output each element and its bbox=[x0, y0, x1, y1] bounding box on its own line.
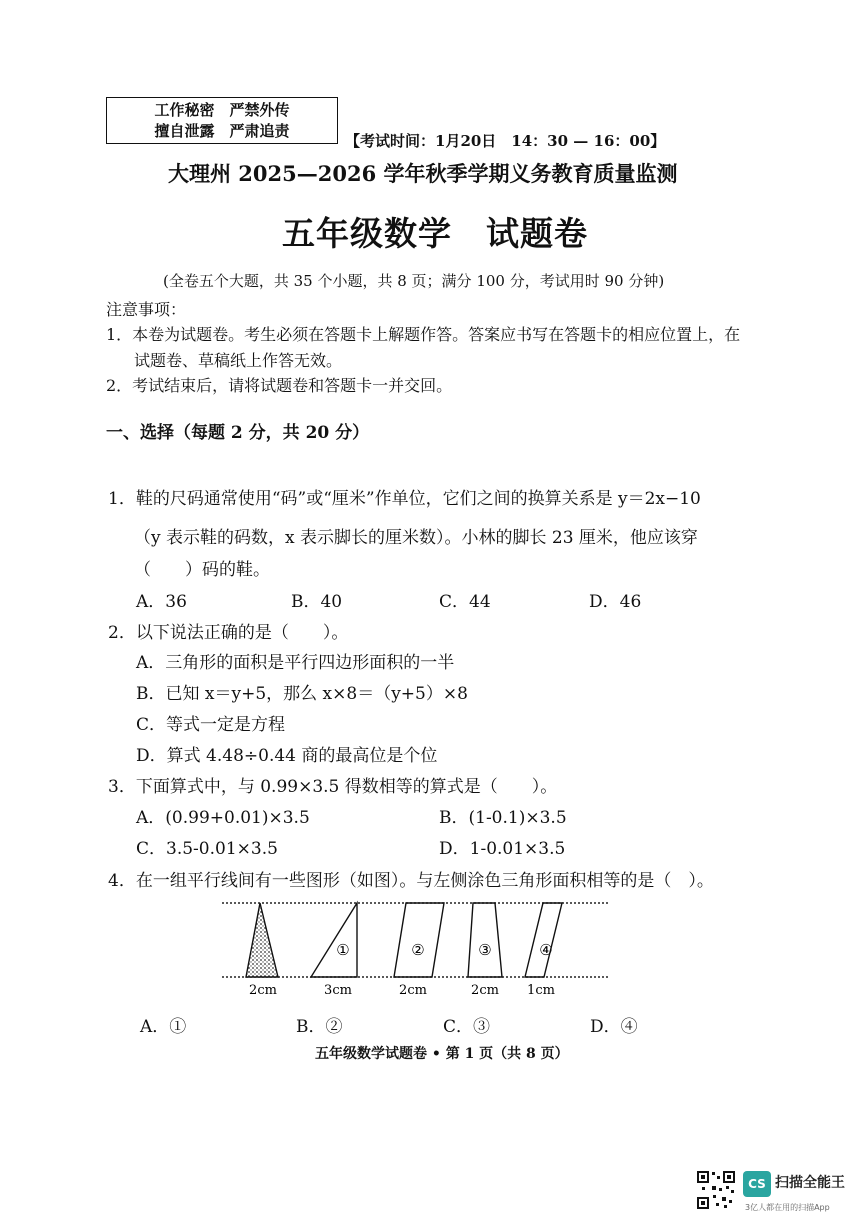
shape-2-parallelogram bbox=[394, 903, 444, 977]
shape-4-parallelogram bbox=[525, 903, 562, 977]
notice-item-2: 2．考试结束后，请将试题卷和答题卡一并交回。 bbox=[106, 376, 453, 395]
q2-stem: 2．以下说法正确的是（ ）。 bbox=[108, 623, 349, 643]
page-footer: 五年级数学试题卷 • 第 1 页（共 8 页） bbox=[315, 1046, 569, 1062]
q1-option-a: A．36 bbox=[136, 592, 187, 612]
base-label-shaded: 2cm bbox=[249, 983, 277, 998]
shape-label-2: ② bbox=[411, 941, 425, 959]
q3-option-c: C．3.5-0.01×3.5 bbox=[136, 839, 278, 859]
q1-line-2: （y 表示鞋的码数，x 表示脚长的厘米数）。小林的脚长 23 厘米，他应该穿 bbox=[134, 528, 698, 548]
q3-option-b: B．(1-0.1)×3.5 bbox=[439, 808, 567, 828]
shape-1-triangle bbox=[311, 903, 357, 977]
exam-time: 【考试时间：1月20日 14：30 — 16：00】 bbox=[345, 132, 666, 150]
shape-3-trapezoid bbox=[468, 903, 502, 977]
q2-option-d: D．算式 4.48÷0.44 商的最高位是个位 bbox=[136, 746, 438, 766]
watermark-app-name: 扫描全能王 bbox=[775, 1175, 845, 1191]
q2-option-c: C．等式一定是方程 bbox=[136, 715, 286, 735]
base-label-3: 2cm bbox=[471, 983, 499, 998]
shaded-triangle bbox=[246, 903, 278, 977]
base-label-2: 2cm bbox=[399, 983, 427, 998]
q2-option-a: A．三角形的面积是平行四边形面积的一半 bbox=[136, 653, 455, 673]
q1-line-1: 1．鞋的尺码通常使用“码”或“厘米”作单位，它们之间的换算关系是 y＝2x−10 bbox=[108, 489, 701, 509]
notice-item-1-cont: 试题卷、草稿纸上作答无效。 bbox=[134, 351, 343, 370]
q4-option-a: A．① bbox=[140, 1017, 187, 1037]
notice-heading: 注意事项： bbox=[106, 300, 187, 319]
stamp-line-2: 擅自泄露 严肃追责 bbox=[154, 122, 290, 140]
base-label-4: 1cm bbox=[527, 983, 555, 998]
camscanner-logo-icon: CS bbox=[743, 1171, 771, 1197]
q1-option-c: C．44 bbox=[439, 592, 491, 612]
q4-option-c: C．③ bbox=[443, 1017, 491, 1037]
q1-option-d: D．46 bbox=[589, 592, 642, 612]
q4-option-d: D．④ bbox=[590, 1017, 638, 1037]
qr-code-icon bbox=[696, 1170, 736, 1210]
exam-title: 五年级数学 试题卷 bbox=[282, 214, 588, 253]
notice-item-1: 1．本卷为试题卷。考生必须在答题卡上解题作答。答案应书写在答题卡的相应位置上，在 bbox=[106, 325, 741, 344]
q4-option-b: B．② bbox=[296, 1017, 343, 1037]
q4-stem: 4．在一组平行线间有一些图形（如图）。与左侧涂色三角形面积相等的是（ ）。 bbox=[108, 871, 714, 891]
watermark-tagline: 3亿人都在用的扫描App bbox=[745, 1203, 830, 1212]
q3-stem: 3．下面算式中，与 0.99×3.5 得数相等的算式是（ ）。 bbox=[108, 777, 558, 797]
section-1-heading: 一、选择（每题 2 分，共 20 分） bbox=[106, 423, 370, 443]
shape-label-3: ③ bbox=[478, 941, 492, 959]
q3-option-a: A．(0.99+0.01)×3.5 bbox=[136, 808, 310, 828]
shape-label-4: ④ bbox=[539, 941, 553, 959]
exam-subtitle: 大理州 2025—2026 学年秋季学期义务教育质量监测 bbox=[168, 161, 678, 186]
q4-parallel-lines-figure bbox=[220, 895, 615, 1005]
base-label-1: 3cm bbox=[324, 983, 352, 998]
exam-info: (全卷五个大题，共 35 个小题，共 8 页；满分 100 分，考试用时 90 分钟) bbox=[163, 272, 665, 290]
shape-label-1: ① bbox=[336, 941, 350, 959]
stamp-line-1: 工作秘密 严禁外传 bbox=[154, 101, 290, 119]
q3-option-d: D．1-0.01×3.5 bbox=[439, 839, 566, 859]
q2-option-b: B．已知 x＝y+5，那么 x×8＝（y+5）×8 bbox=[136, 684, 468, 704]
q1-option-b: B．40 bbox=[291, 592, 343, 612]
confidential-stamp bbox=[106, 97, 338, 144]
q1-line-3: （ ）码的鞋。 bbox=[134, 560, 270, 580]
